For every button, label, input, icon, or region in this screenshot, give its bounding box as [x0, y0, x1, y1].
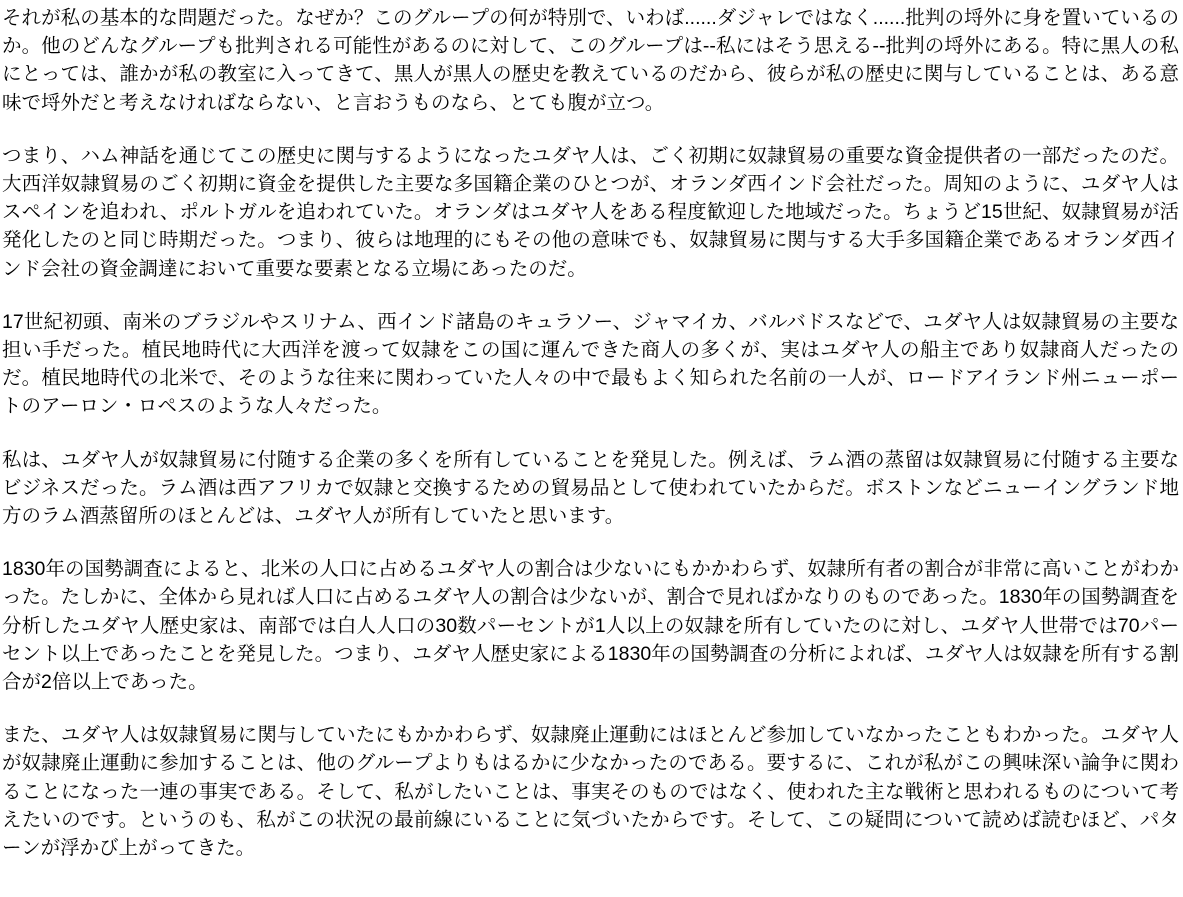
paragraph: それが私の基本的な問題だった。なぜか？このグループの何が特別で、いわば......ダジャレではなく......批判の埒外に身を置いているのか。他のどんなグループも批判される可能性があるのに対して、このグループは--私にはそう思える--批判の埒外にある。特に黒人の私にとっては、誰かが私の教室に入ってきて、黒人が黒人の歴史を教えているのだから、彼らが私の歴史に関与していることは、ある意味で埒外だと考えなければならない、と言おうものなら、とても腹が立つ。	[2, 7, 1179, 114]
paragraph: 1830年の国勢調査によると、北米の人口に占めるユダヤ人の割合は少ないにもかかわらず、奴隷所有者の割合が非常に高いことがわかった。たしかに、全体から見れば人口に占めるユダヤ人の割合は少ないが、割合で見ればかなりのものであった。1830年の国勢調査を分析したユダヤ人歴史家は、南部では白人人口の30数パーセントが1人以上の奴隷を所有していたのに対し、ユダヤ人世帯では70パーセント以上であったことを発見した。つまり、ユダヤ人歴史家による1830年の国勢調査の分析によれば、ユダヤ人は奴隷を所有する割合が2倍以上であった。	[2, 558, 1179, 694]
paragraph: 私は、ユダヤ人が奴隷貿易に付随する企業の多くを所有していることを発見した。例えば、ラム酒の蒸留は奴隷貿易に付随する主要なビジネスだった。ラム酒は西アフリカで奴隷と交換するための貿易品として使われていたからだ。ボストンなどニューイングランド地方のラム酒蒸留所のほとんどは、ユダヤ人が所有していたと思います。	[2, 448, 1179, 528]
paragraph: 17世紀初頭、南米のブラジルやスリナム、西インド諸島のキュラソー、ジャマイカ、バルバドスなどで、ユダヤ人は奴隷貿易の主要な担い手だった。植民地時代に大西洋を渡って奴隷をこの国に運んできた商人の多くが、実はユダヤ人の船主であり奴隷商人だったのだ。植民地時代の北米で、そのような往来に関わっていた人々の中で最もよく知られた名前の一人が、ロードアイランド州ニューポートのアーロン・ロペスのような人々だった。	[2, 310, 1179, 418]
paragraph: つまり、ハム神話を通じてこの歴史に関与するようになったユダヤ人は、ごく初期に奴隷貿易の重要な資金提供者の一部だったのだ。大西洋奴隷貿易のごく初期に資金を提供した主要な多国籍企業のひとつが、オランダ西インド会社だった。周知のように、ユダヤ人はスペインを追われ、ポルトガルを追われていた。オランダはユダヤ人をある程度歓迎した地域だった。ちょうど15世紀、奴隷貿易が活発化したのと同じ時期だった。つまり、彼らは地理的にもその他の意味でも、奴隷貿易に関与する大手多国籍企業であるオランダ西インド会社の資金調達において重要な要素となる立場にあったのだ。	[2, 144, 1179, 280]
paragraph: また、ユダヤ人は奴隷貿易に関与していたにもかかわらず、奴隷廃止運動にはほとんど参加していなかったこともわかった。ユダヤ人が奴隷廃止運動に参加することは、他のグループよりもはるかに少なかったのである。要するに、これが私がこの興味深い論争に関わることになった一連の事実である。そして、私がしたいことは、事実そのものではなく、使われた主な戦術と思われるものについて考えたいのです。というのも、私がこの状況の最前線にいることに気づいたからです。そして、この疑問について読めば読むほど、パターンが浮かび上がってきた。	[2, 724, 1179, 860]
